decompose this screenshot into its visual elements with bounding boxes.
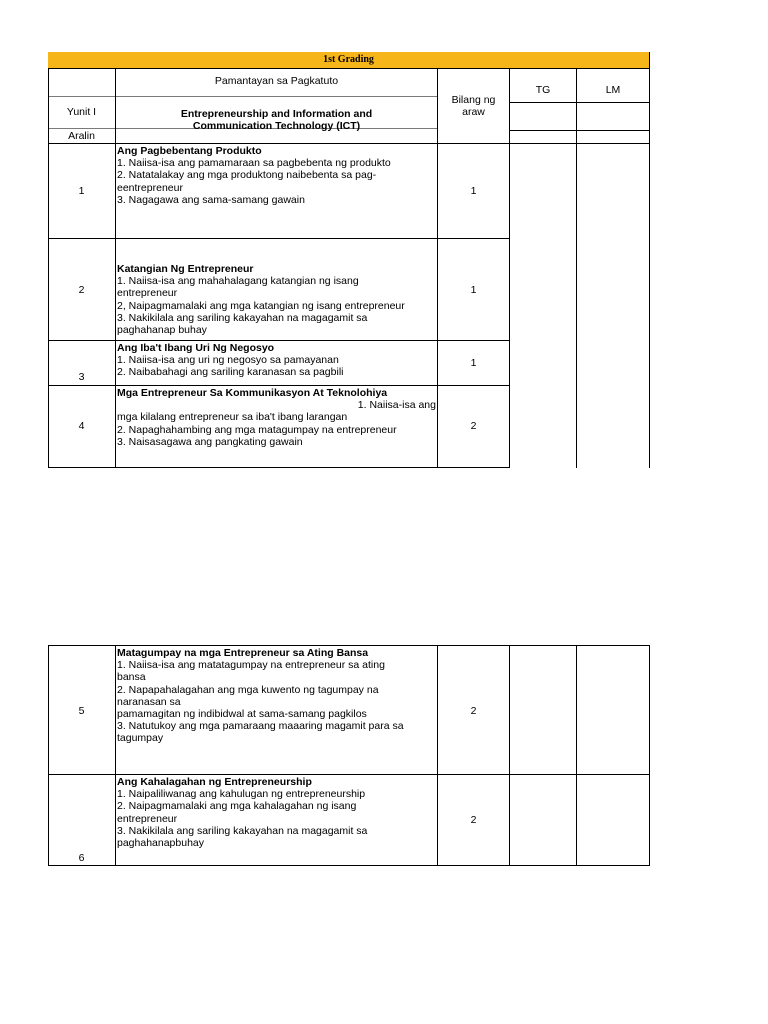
row-4-content: Mga Entrepreneur Sa Kommunikasyon At Teknolohiya 1. Naiisa-isa ang mga kilalang entrepreneur sa iba't ibang larangan 2. Napaghahambing ang mga matagumpay na entrepreneur 3. Naisasagawa ang pangkating gawain [117, 387, 436, 448]
yunit-label: Yunit I [66, 106, 97, 118]
lm-header: LM [605, 84, 621, 96]
row-2-content: Katangian Ng Entrepreneur 1. Naiisa-isa ang mahahalagang katangian ng isang entrepreneur 2, Naipagmamalaki ang mga katangian ng isang entrepreneur 3. Nakikilala ang sariling kakayahan na magagamit sa paghahanap buhay [117, 263, 405, 337]
grading-banner: 1st Grading [48, 52, 649, 68]
row-1-content: Ang Pagbebentang Produkto 1. Naiisa-isa ang pamamaraan sa pagbebenta ng produkto 2. Natatalakay ang mga produktong naibebenta sa pag- eentrepreneur 3. Nagagawa ang sama-samang gawain [117, 145, 391, 206]
row-5-days: 2 [470, 705, 477, 717]
row-2-number: 2 [78, 284, 85, 296]
row-5-number: 5 [78, 705, 85, 717]
row-1-number: 1 [78, 185, 85, 197]
row-4-number: 4 [78, 420, 85, 432]
row-4-days: 2 [470, 420, 477, 432]
unit-title: Entrepreneurship and Information and Communication Technology (ICT) [180, 108, 373, 133]
row-6-number: 6 [78, 852, 85, 864]
bilang-header: Bilang ng araw [451, 94, 496, 119]
row-2-days: 1 [470, 284, 477, 296]
row-3-days: 1 [470, 357, 477, 369]
row-3-number: 3 [78, 371, 85, 383]
row-3-content: Ang Iba't Ibang Uri Ng Negosyo 1. Naiisa-isa ang uri ng negosyo sa pamayanan 2. Naibabahagi ang sariling karanasan sa pagbili [117, 342, 344, 379]
row-5-content: Matagumpay na mga Entrepreneur sa Ating Bansa 1. Naiisa-isa ang matatagumpay na entrepreneur sa ating bansa 2. Napapahalagahan ang mga kuwento ng tagumpay na naranasan sa pamamagitan ng indibidwal at sama-samang pagkilos 3. Natutukoy ang mga pamaraang maaaring magamit para sa tagumpay [117, 647, 404, 745]
aralin-label: Aralin [68, 130, 95, 142]
row-1-days: 1 [470, 185, 477, 197]
pamantayan-header: Pamantayan sa Pagkatuto [214, 75, 339, 87]
row-6-days: 2 [470, 814, 477, 826]
row-6-content: Ang Kahalagahan ng Entrepreneurship 1. Naipaliliwanag ang kahulugan ng entrepreneurship 2. Naipagmamalaki ang mga kahalagahan ng isang entrepreneur 3. Nakikilala ang sariling kakayahan na magagamit sa paghahanapbuhay [117, 776, 368, 850]
tg-header: TG [535, 84, 551, 96]
